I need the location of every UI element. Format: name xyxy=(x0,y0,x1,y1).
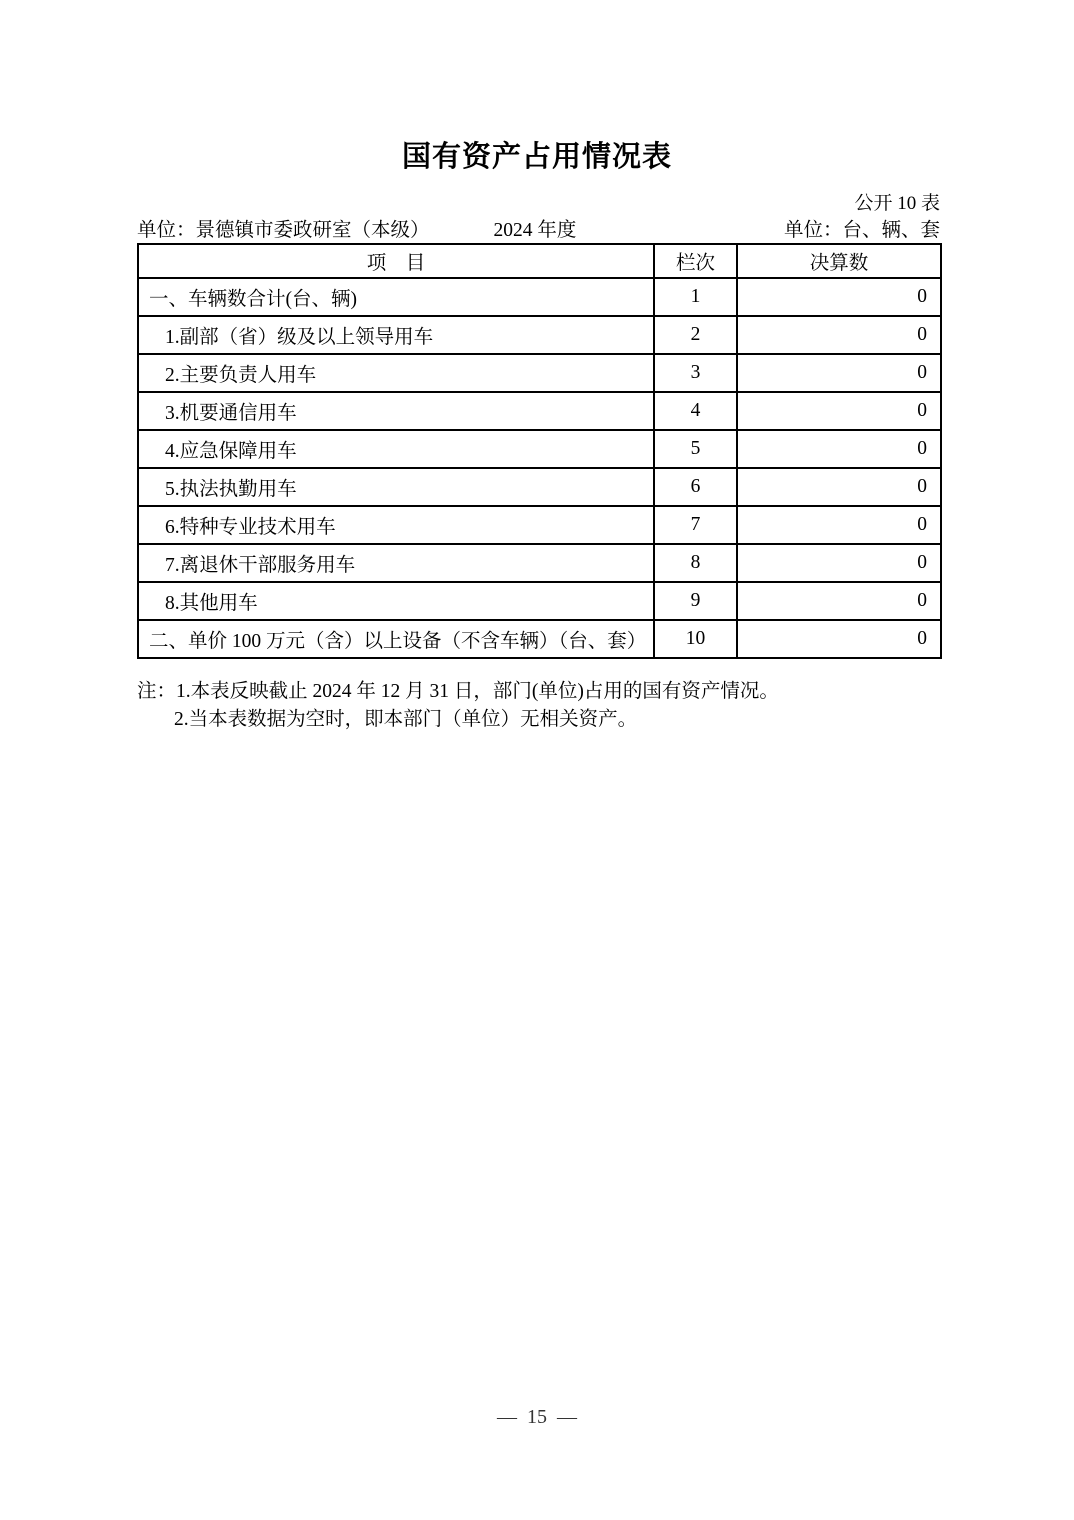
header-column-no: 栏次 xyxy=(654,244,737,278)
table-row xyxy=(138,620,941,658)
row-item-label: 二、单价 100 万元（含）以上设备（不含车辆）（台、套） xyxy=(138,620,654,658)
table-meta-line xyxy=(137,214,940,242)
row-column-no: 7 xyxy=(654,506,737,544)
unit-name-label: 单位：景德镇市委政研室（本级） xyxy=(137,220,430,241)
row-value: 0 xyxy=(737,544,941,582)
footnote-line: 2.当本表数据为空时，即本部门（单位）无相关资产。 xyxy=(174,709,638,730)
row-value: 0 xyxy=(737,392,941,430)
row-item-label: 3.机要通信用车 xyxy=(138,392,654,430)
row-value: 0 xyxy=(737,506,941,544)
row-value: 0 xyxy=(737,316,941,354)
table-row xyxy=(138,392,941,430)
row-item-label: 4.应急保障用车 xyxy=(138,430,654,468)
table-row xyxy=(138,278,941,316)
row-item-label: 2.主要负责人用车 xyxy=(138,354,654,392)
row-item-label: 1.副部（省）级及以上领导用车 xyxy=(138,316,654,354)
row-column-no: 10 xyxy=(654,620,737,658)
fiscal-year-label: 2024 年度 xyxy=(493,220,577,241)
row-item-label: 8.其他用车 xyxy=(138,582,654,620)
table-row xyxy=(138,468,941,506)
row-column-no: 1 xyxy=(654,278,737,316)
row-value: 0 xyxy=(737,468,941,506)
row-column-no: 9 xyxy=(654,582,737,620)
row-column-no: 2 xyxy=(654,316,737,354)
row-value: 0 xyxy=(737,278,941,316)
row-item-label: 一、车辆数合计(台、辆) xyxy=(138,278,654,316)
table-header xyxy=(138,244,941,278)
table-body xyxy=(138,278,941,658)
table-row xyxy=(138,582,941,620)
row-item-label: 7.离退休干部服务用车 xyxy=(138,544,654,582)
measure-unit-label: 单位：台、辆、套 xyxy=(783,220,940,241)
table-row xyxy=(138,430,941,468)
footnote-line: 注：1.本表反映截止 2024 年 12 月 31 日，部门(单位)占用的国有资产情况。 xyxy=(137,681,779,702)
public-table-label: 公开 10 表 xyxy=(854,193,940,214)
row-item-label: 5.执法执勤用车 xyxy=(138,468,654,506)
row-column-no: 5 xyxy=(654,430,737,468)
row-item-label: 6.特种专业技术用车 xyxy=(138,506,654,544)
row-column-no: 4 xyxy=(654,392,737,430)
header-final-value: 决算数 xyxy=(737,244,941,278)
row-value: 0 xyxy=(737,582,941,620)
row-column-no: 8 xyxy=(654,544,737,582)
table-row xyxy=(138,354,941,392)
row-value: 0 xyxy=(737,620,941,658)
table-row xyxy=(138,506,941,544)
table-row xyxy=(138,316,941,354)
page-title: 国有资产占用情况表 xyxy=(401,141,672,173)
page-number: — 15 — xyxy=(497,1406,577,1428)
header-item: 项 目 xyxy=(138,244,654,278)
table-row xyxy=(138,544,941,582)
row-column-no: 6 xyxy=(654,468,737,506)
meta-left-group xyxy=(137,214,576,242)
row-column-no: 3 xyxy=(654,354,737,392)
asset-occupation-table xyxy=(137,243,942,659)
row-value: 0 xyxy=(737,430,941,468)
footnotes xyxy=(137,678,967,734)
row-value: 0 xyxy=(737,354,941,392)
table-header-row xyxy=(138,244,941,278)
